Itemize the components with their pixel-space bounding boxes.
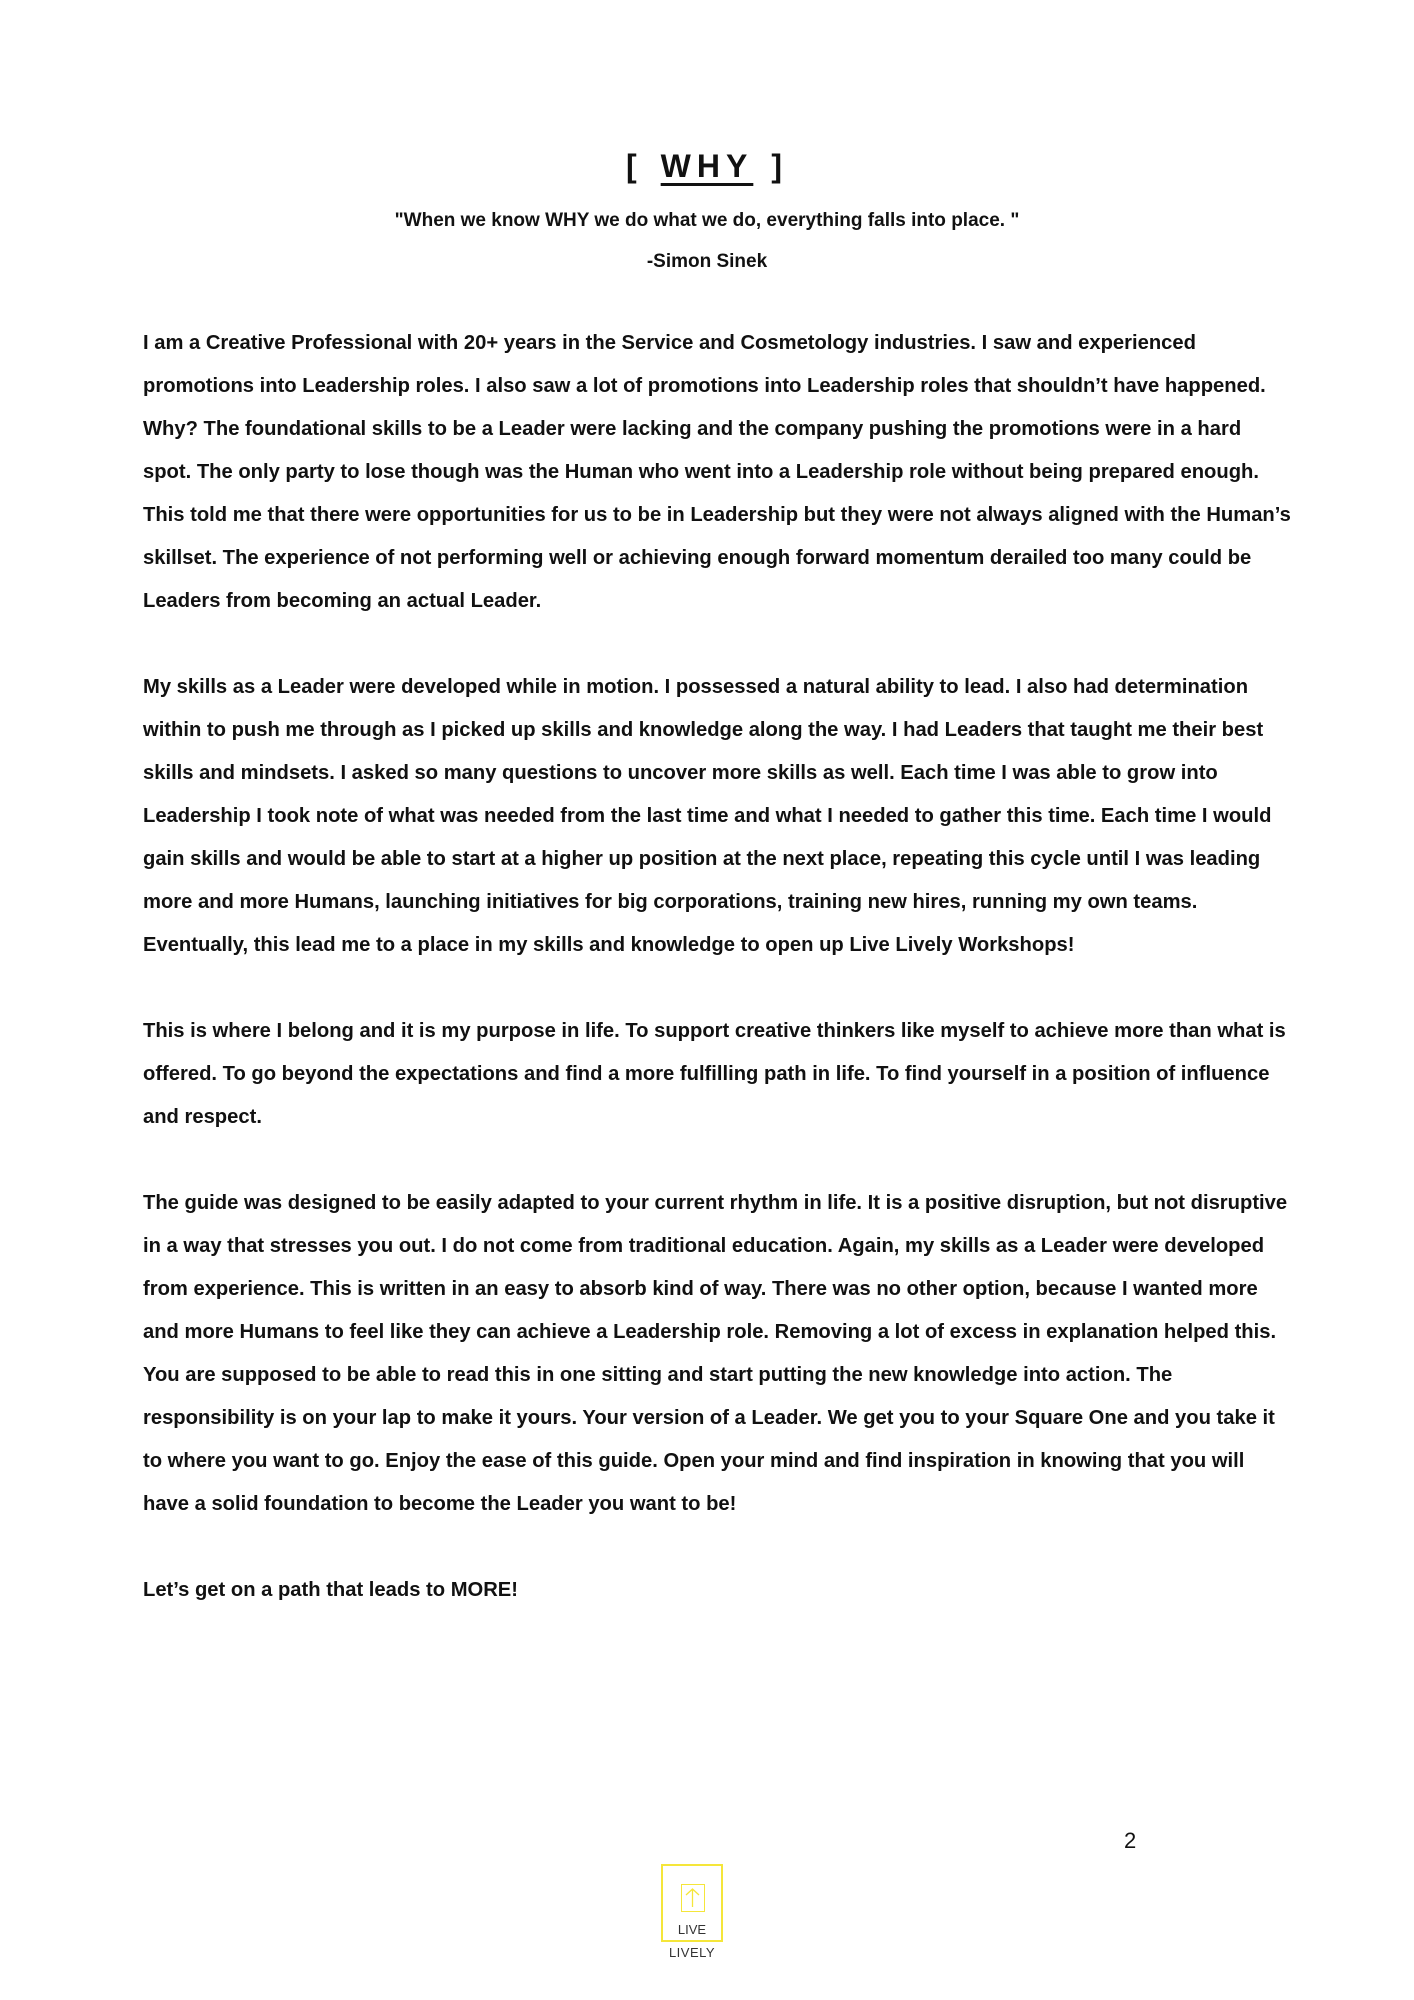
title-text: WHY xyxy=(660,148,754,184)
logo-text-lively: LIVELY xyxy=(668,1945,716,1960)
epigraph-quote: "When we know WHY we do what we do, everything falls into place. " xyxy=(394,210,1020,231)
page-title xyxy=(0,148,1414,185)
arrow-up-icon xyxy=(681,1884,705,1912)
epigraph-author: -Simon Sinek xyxy=(646,251,768,272)
paragraph: This is where I belong and it is my purpose in life. To support creative thinkers like myself to achieve more than what is offered. To go beyond the expectations and find a more fulfilling path in life. To find yourself in a position of influence and respect. xyxy=(143,1020,1286,1128)
paragraph: I am a Creative Professional with 20+ years in the Service and Cosmetology industries. I saw and experienced promotions into Leadership roles. I also saw a lot of promotions into Leadership roles that shouldn’t have happened. Why? The foundational skills to be a Leader were lacking and the company pushing the promotions were in a hard spot. The only party to lose though was the Human who went into a Leadership role without being prepared enough. This told me that there were opportunities for us to be in Leadership but they were not always aligned with the Human’s skillset. The experience of not performing well or achieving enough forward momentum derailed too many could be Leaders from becoming an actual Leader. xyxy=(143,332,1291,612)
paragraph: The guide was designed to be easily adapted to your current rhythm in life. It is a positive disruption, but not disruptive in a way that stresses you out. I do not come from traditional education. Again, my skills as a Leader were developed from experience. This is written in an easy to absorb kind of way. There was no other option, because I wanted more and more Humans to feel like they can achieve a Leadership role. Removing a lot of excess in explanation helped this. You are supposed to be able to read this in one sitting and start putting the new knowledge into action. The responsibility is on your lap to make it yours. Your version of a Leader. We get you to your Square One and you take it to where you want to go. Enjoy the ease of this guide. Open your mind and find inspiration in knowing that you will have a solid foundation to become the Leader you want to be! xyxy=(143,1192,1288,1515)
paragraph: My skills as a Leader were developed while in motion. I possessed a natural ability to lead. I also had determination within to push me through as I picked up skills and knowledge along the way. I had Leaders that taught me their best skills and mindsets. I asked so many questions to uncover more skills as well. Each time I was able to grow into Leadership I took note of what was needed from the last time and what I needed to gather this time. Each time I would gain skills and would be able to start at a higher up position at the next place, repeating this cycle until I was leading more and more Humans, launching initiatives for big corporations, training new hires, running my own teams. Eventually, this lead me to a place in my skills and knowledge to open up Live Lively Workshops! xyxy=(143,676,1272,956)
bracket-close: ] xyxy=(771,148,788,184)
logo-text-live: LIVE xyxy=(677,1922,707,1937)
live-lively-logo xyxy=(661,1864,723,1942)
body-text xyxy=(143,322,1293,1655)
bracket-open: [ xyxy=(626,148,643,184)
page-number: 2 xyxy=(1124,1828,1137,1853)
paragraph: Let’s get on a path that leads to MORE! xyxy=(143,1579,518,1601)
